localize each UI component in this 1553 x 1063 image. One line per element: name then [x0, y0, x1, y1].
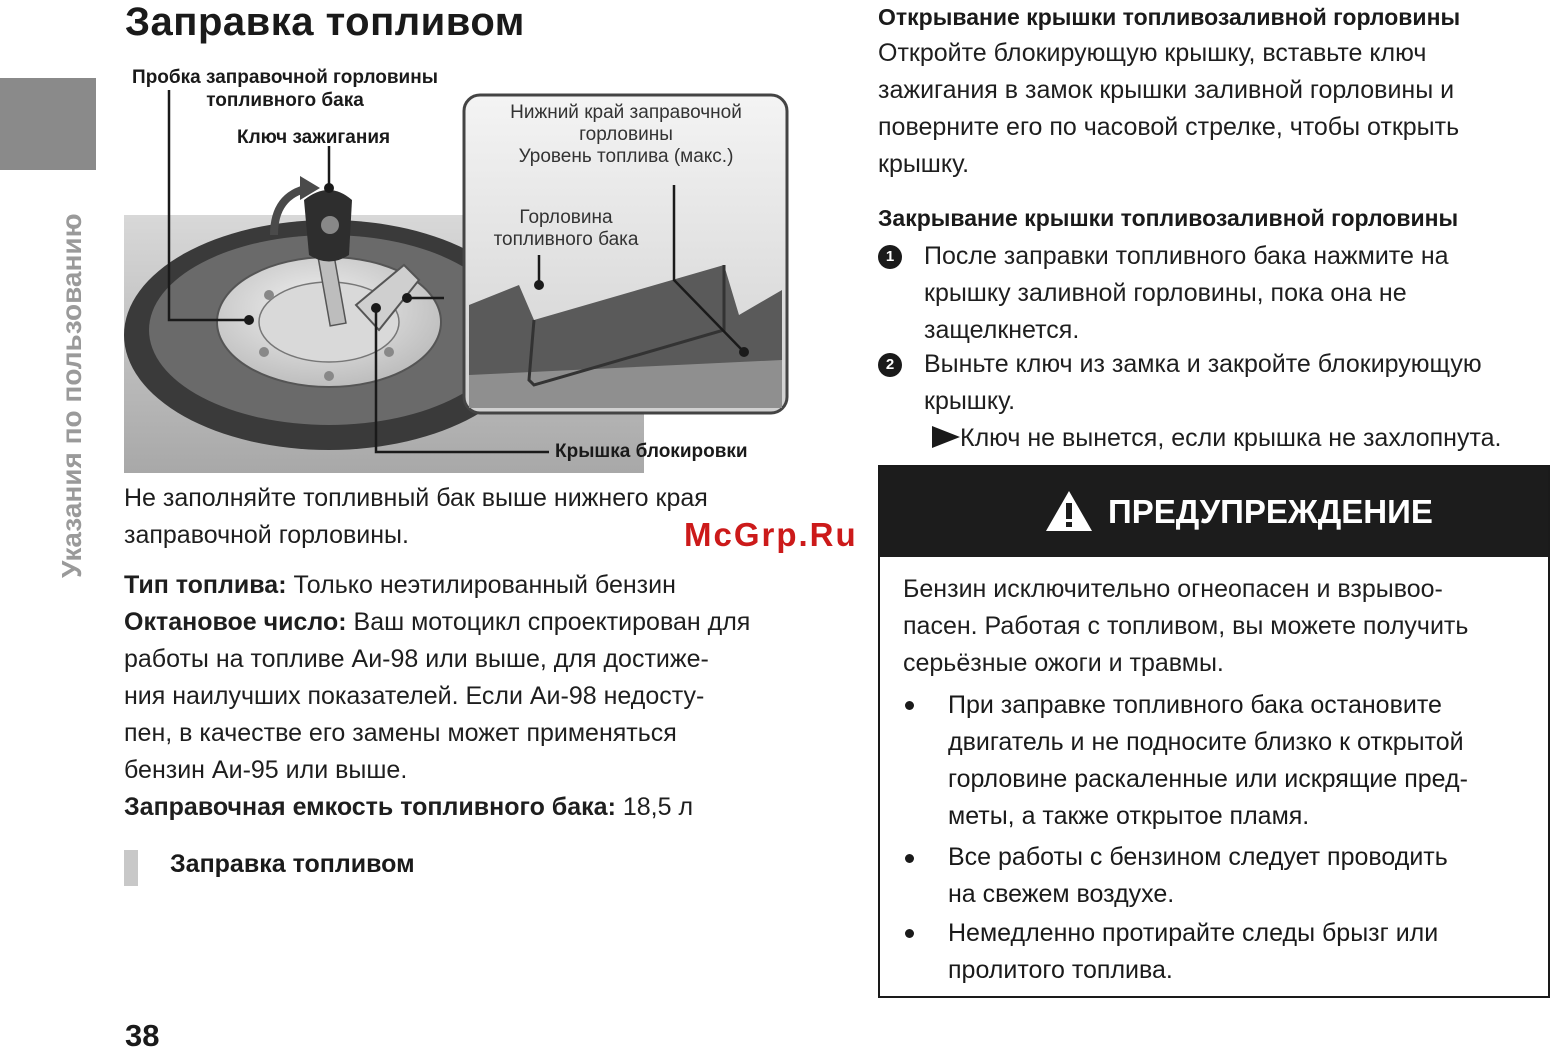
- bullet-icon: [905, 854, 914, 863]
- warning-triangle-icon: [1044, 489, 1094, 533]
- step-1-badge: 1: [878, 245, 902, 269]
- warning-bullet-2: Все работы с бензином следует проводить на свежем воздухе.: [948, 843, 1448, 908]
- warning-intro: Бензин исключительно огнеопасен и взрывоо- пасен. Работая с топливом, вы можете получить серьёзные ожоги и травмы.: [903, 575, 1469, 677]
- open-instructions: Откройте блокирующую крышку, вставьте ключ зажигания в замок крышки заливной горловины и поверните его по часовой стрелке, чтобы открыть крышку.: [878, 39, 1460, 178]
- warning-bullet-1: При заправке топливного бака остановите двигатель и не подносите близко к открытой горловине раскаленные или искрящие пред- меты, а также открытое пламя.: [948, 691, 1468, 830]
- bullet-icon: [905, 701, 914, 710]
- subsection-marker: [124, 850, 138, 886]
- side-section-label: Указания по пользованию: [56, 213, 87, 578]
- bullet-icon: [905, 929, 914, 938]
- label-filler-cap: Пробка заправочной горловины топливного бака: [132, 67, 438, 111]
- capacity-value: 18,5 л: [615, 793, 694, 821]
- label-fuel-level: Уровень топлива (макс.): [518, 146, 734, 167]
- step-2-badge: 2: [878, 353, 902, 377]
- open-heading: Открывание крышки топливозаливной горловины: [878, 4, 1461, 30]
- side-tab-block: [0, 78, 96, 170]
- close-step-1: 1 После заправки топливного бака нажмите на крышку заливной горловины, пока она не защелкнется.: [878, 238, 1449, 349]
- close-step-2: 2 Выньте ключ из замка и закройте блокирующую крышку.: [878, 346, 1482, 420]
- label-lower-edge: Нижний край заправочной горловины Уровень топлива (макс.): [480, 102, 772, 168]
- fuel-type-label: Тип топлива:: [124, 571, 287, 599]
- page-number: 38: [125, 1018, 160, 1053]
- cap-bolt: [264, 290, 274, 300]
- fuel-specs: Тип топлива: Только неэтилированный бензин Октановое число: Ваш мотоцикл спроектирован для работы на топливе Аи-98 или выше, для достиже- ния наилучших показателей. Если Аи-98 недосту- пен, в качестве его замены может применяться бензин Аи-95 или выше. Заправочная емкость топливного бака: 18,5 л: [124, 571, 751, 821]
- cap-bolt: [384, 347, 394, 357]
- label-ignition-key: Ключ зажигания: [237, 127, 391, 148]
- fuel-type-value: Только неэтилированный бензин: [286, 571, 676, 599]
- subsection-title: Заправка топливом: [170, 850, 415, 878]
- key-logo: [321, 216, 339, 234]
- octane-label: Октановое число:: [124, 608, 347, 636]
- label-tank-neck: Горловина топливного бака: [493, 207, 639, 250]
- cap-bolt: [259, 347, 269, 357]
- warning-header: [880, 467, 1548, 557]
- step-2-note: Ключ не вынется, если крышка не захлопнута.: [932, 420, 1501, 457]
- warning-box: [878, 465, 1550, 998]
- close-heading: Закрывание крышки топливозаливной горловины: [878, 205, 1459, 231]
- fill-note: Не заполняйте топливный бак выше нижнего края заправочной горловины.: [124, 484, 708, 549]
- watermark: McGrp.Ru: [684, 516, 858, 553]
- label-lock-cover: Крышка блокировки: [555, 441, 748, 462]
- page-title: Заправка топливом: [125, 0, 525, 44]
- warning-bullet-3: Немедленно протирайте следы брызг или пролитого топлива.: [948, 919, 1439, 984]
- cap-bolt: [324, 371, 334, 381]
- warning-title: ПРЕДУПРЕЖДЕНИЕ: [1108, 493, 1433, 530]
- capacity-label: Заправочная емкость топливного бака:: [124, 793, 616, 821]
- triangle-right-icon: [932, 426, 960, 448]
